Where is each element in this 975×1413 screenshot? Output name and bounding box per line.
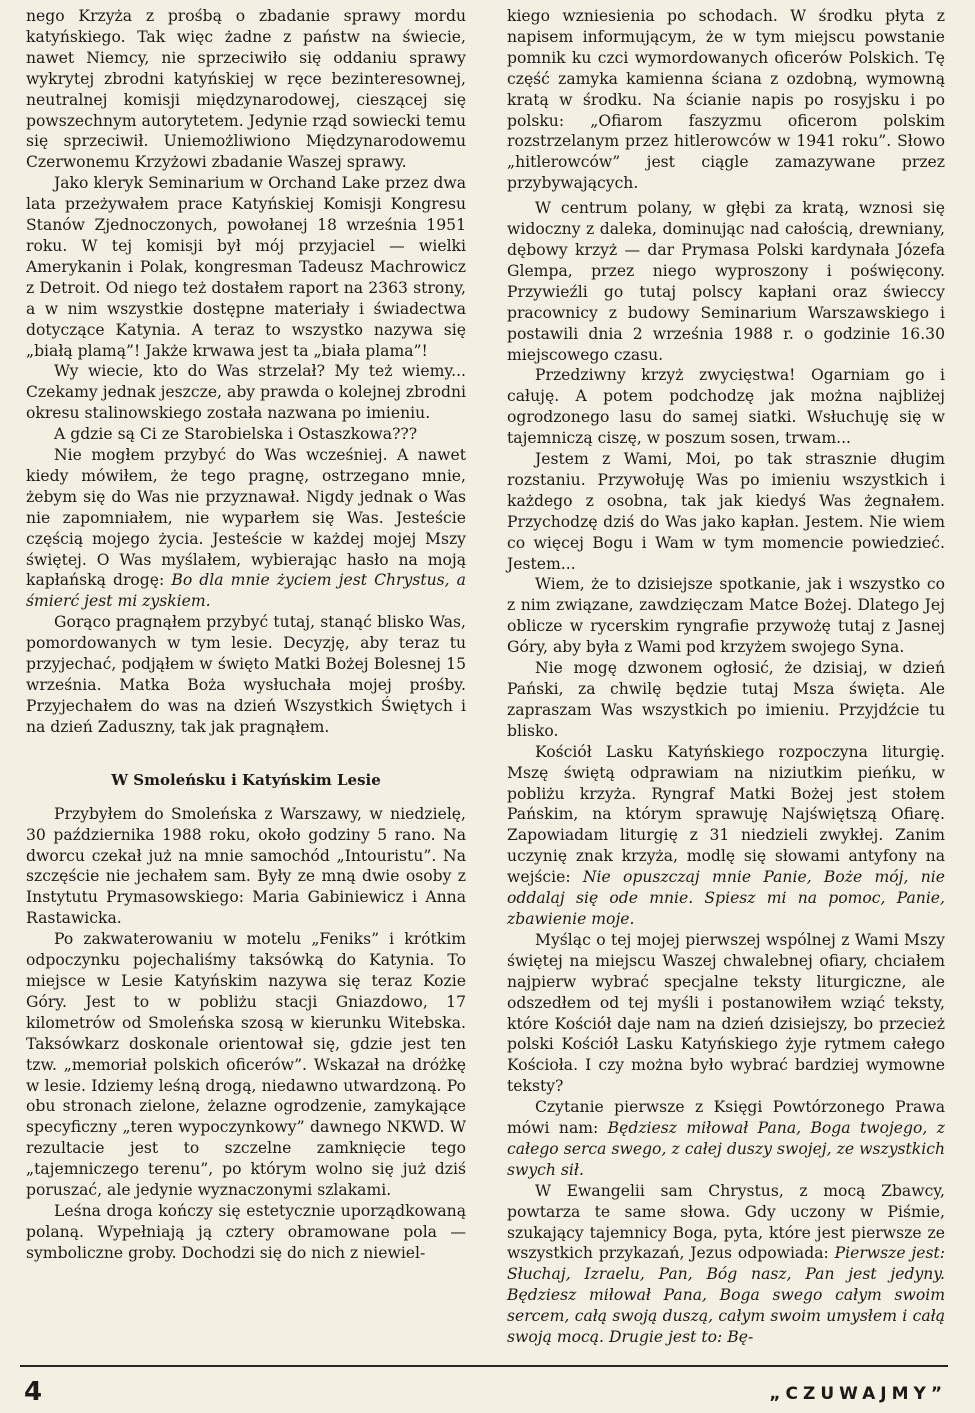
paragraph: kiego wzniesienia po schodach. W środku płyta z napisem informującym, że w tym miejscu powstanie pomnik ku czci wymordowanych oficerów Polskich. Tę część zamyka kamienna ściana z ozdobną, wymowną kratą w środku. Na ścianie napis po rosyjsku i po polsku: „Ofiarom faszyzmu oficerom polskim rozstrzelanym przez hitlerowców w 1941 roku”. Słowo „hitlerowców” jest ciągle zamazywane przez przybywających.	[507, 7, 945, 193]
page-number: 4	[24, 1377, 43, 1407]
magazine-name: „CZUWAJMY”	[769, 1384, 947, 1404]
quote-text: Będziesz miłował Pana, Boga twojego, z całego serca swego, z całej duszy swojej, ze wszystkich swych sił.	[507, 1119, 945, 1179]
paragraph: Myśląc o tej mojej pierwszej wspólnej z Wami Mszy świętej na miejscu Waszej chwalebnej ofiary, chciałem najpierw wybrać specjalne teksty liturgiczne, ale odszedłem od tej myśli i postanowiłem wziąć teksty, które Kościół daje nam na dzień dzisiejszy, bo przecież polski Kościół Lasku Katyńskiego żyje rytmem całego Kościoła. I czy można było wybrać bardziej wymowne teksty?	[507, 930, 945, 1096]
paragraph: Przedziwny krzyż zwycięstwa! Ogarniam go i całuję. A potem podchodzę jak można najbliżej ogrodzonego lasu do samej siatki. Wsłuchuję się w tajemniczą ciszę, w poszum sosen, trwam...	[507, 366, 945, 448]
paragraph: Gorąco pragnąłem przybyć tutaj, stanąć blisko Was, pomordowanych w tym lesie. Decyzję, aby teraz tu przyjechać, podjąłem w święto Matki Bożej Bolesnej 15 września. Matka Boża wysłuchała mojej prośby. Przyjechałem do was na dzień Wszystkich Świętych i na dzień Zaduszny, tak jak pragnąłem.	[26, 613, 466, 736]
quote-text: Bo dla mnie życiem jest Chrystus, a śmierć jest mi zyskiem.	[26, 571, 466, 611]
paragraph: nego Krzyża z prośbą o zbadanie sprawy mordu katyńskiego. Tak więc żadne z państw na świecie, nawet Niemcy, nie sprzeciwiło się oddaniu sprawy wykrytej zbrodni katyńskiej w ręce bezinteresownej, neutralnej komisji międzynarodowej, cieszącej się powszechnym autorytetem. Jedynie rząd sowiecki temu się sprzeciwił. Uniemożliwiono Międzynarodowemu Czerwonemu Krzyżowi zbadanie Waszej sprawy.	[26, 7, 466, 172]
paragraph-text: W Ewangelii sam Chrystus, z mocą Zbawcy, powtarza te same słowa. Gdy uczony w Piśmie, szukający tajemnicy Boga, pyta, które jest pierwsze ze wszystkich przykazań, Jezus odpowiada:	[507, 1181, 945, 1263]
paragraph-text: Czytanie pierwsze z Księgi Powtórzonego Prawa mówi nam:	[507, 1098, 945, 1138]
paragraph: Leśna droga kończy się estetycznie uporządkowaną polaną. Wypełniają ją cztery obramowane pola — symboliczne groby. Dochodzi się do nich z niewiel-	[26, 1201, 466, 1262]
paragraph: Jako kleryk Seminarium w Orchand Lake przez dwa lata przeżywałem prace Katyńskiej Komisji Kongresu Stanów Zjednoczonych, powołanej 18 września 1951 roku. W tej komisji był mój przyjaciel — wielki Amerykanin i Polak, kongresman Tadeusz Machrowicz z Detroit. Od niego też dostałem raport na 2363 strony, a w nim wszystkie dostępne materiały i świadectwa dotyczące Katynia. A teraz to wszystko nazywa się „białą plamą”! Jakże krwawa jest ta „biała plama”!	[26, 174, 466, 360]
paragraph: Wiem, że to dzisiejsze spotkanie, jak i wszystko co z nim związane, zawdzięczam Matce Bożej. Dlatego Jej oblicze w rycerskim ryngrafie przywożę tutaj z Jasnej Góry, aby była z Wami pod krzyżem swojego Syna.	[507, 575, 945, 657]
paragraph: W centrum polany, w głębi za kratą, wznosi się widoczny z daleka, dominując nad całością, drewniany, dębowy krzyż — dar Prymasa Polski kardynała Józefa Glempa, przez niego wyproszony i poświęcony. Przywieźli go tutaj polscy kapłani oraz świeccy pracownicy z budowy Seminarium Warszawskiego i postawili dnia 2 września 1988 r. o godzinie 16.30 miejscowego czasu.	[507, 199, 945, 364]
paragraph	[26, 445, 466, 612]
quote-text: Pierwsze jest: Słuchaj, Izraelu, Pan, Bóg nasz, Pan jest jedyny. Będziesz miłował Pana, Boga swego całym swoim sercem, całą swoją duszą, całym swoim umysłem i całą swoją mocą. Drugie jest to: Bę-	[507, 1244, 946, 1347]
paragraph: Wy wiecie, kto do Was strzelał? My też wiemy... Czekamy jednak jeszcze, aby prawda o kolejnej zbrodni okresu stalinowskiego została nazwana po imieniu.	[26, 362, 466, 423]
footer-rule	[20, 1365, 948, 1367]
paragraph	[507, 1097, 945, 1181]
right-column	[507, 6, 945, 1348]
paragraph: Przybyłem do Smoleńska z Warszawy, w niedzielę, 30 października 1988 roku, około godziny 5 rano. Na dworcu czekał już na mnie samochód „Intouristu”. Na szczęście nie jechałem sam. Były ze mną dwie osoby z Instytutu Prymasowskiego: Maria Gabiniewicz i Anna Rastawicka.	[26, 804, 466, 928]
paragraph: Po zakwaterowaniu w motelu „Feniks” i krótkim odpoczynku pojechaliśmy taksówką do Katynia. To miejsce w Lesie Katyńskim nazywa się teraz Kozie Góry. Jest to w pobliżu stacji Gniazdowo, 17 kilometrów od Smoleńska szosą w kierunku Witebska. Taksówkarz doskonale orientował się, gdzie jest ten tzw. „memoriał polskich oficerów”. Wskazał na dróżkę w lesie. Idziemy leśną drogą, niedawno utwardzoną. Po obu stronach zielone, żelazne ogrodzenie, zamykające specyficzny „teren wypoczynkowy” dawnego NKWD. W rezultacie jest to szczelne zamknięcie tego „tajemniczego terenu”, po którym wolno się już dziś poruszać, ale jedynie wyznaczonymi szlakami.	[26, 930, 466, 1200]
paragraph-text: Nie mogłem przybyć do Was wcześniej. A nawet kiedy mówiłem, że tego pragnę, ostrzegano mnie, żebym się do Was nie przyznawał. Nigdy jednak o Was nie zapomniałem, nie wyparłem się Was. Jesteście częścią mojego życia. Jesteście w każdej mojej Mszy świętej. O Was myślałem, wybierając hasło na moją kapłańską drogę:	[26, 446, 466, 590]
paragraph	[507, 742, 945, 930]
quote-text: Nie opuszczaj mnie Panie, Boże mój, nie oddalaj się ode mnie. Spiesz mi na pomoc, Panie, zbawienie moje.	[507, 868, 945, 928]
left-column	[26, 6, 466, 1264]
paragraph: A gdzie są Ci ze Starobielska i Ostaszkowa???	[54, 425, 418, 444]
paragraph-text: Kościół Lasku Katyńskiego rozpoczyna liturgię. Mszę świętą odprawiam na niziutkim pieńku, w pobliżu krzyża. Ryngraf Matki Bożej jest stołem Pańskim, na którym sprawuję Najświętszą Ofiarę. Zapowiadam liturgię z 31 niedzieli zwykłej. Zanim uczynię znak krzyża, modlę się słowami antyfony na wejście:	[507, 742, 945, 887]
section-heading: W Smoleńsku i Katyńskim Lesie	[111, 770, 381, 789]
paragraph: Nie mogę dzwonem ogłosić, że dzisiaj, w dzień Pański, za chwilę będzie tutaj Msza święta. Ale zapraszam Was wszystkich po imieniu. Przyjdźcie tu blisko.	[507, 659, 945, 740]
paragraph: Jestem z Wami, Moi, po tak strasznie długim rozstaniu. Przywołuję Was po imieniu wszystkich i każdego z osobna, tak jak kiedyś Was żegnałem. Przychodzę dziś do Was jako kapłan. Jestem. Nie wiem co więcej Bogu i Wam w tym momencie powiedzieć. Jestem...	[507, 450, 945, 573]
paragraph	[507, 1181, 945, 1348]
